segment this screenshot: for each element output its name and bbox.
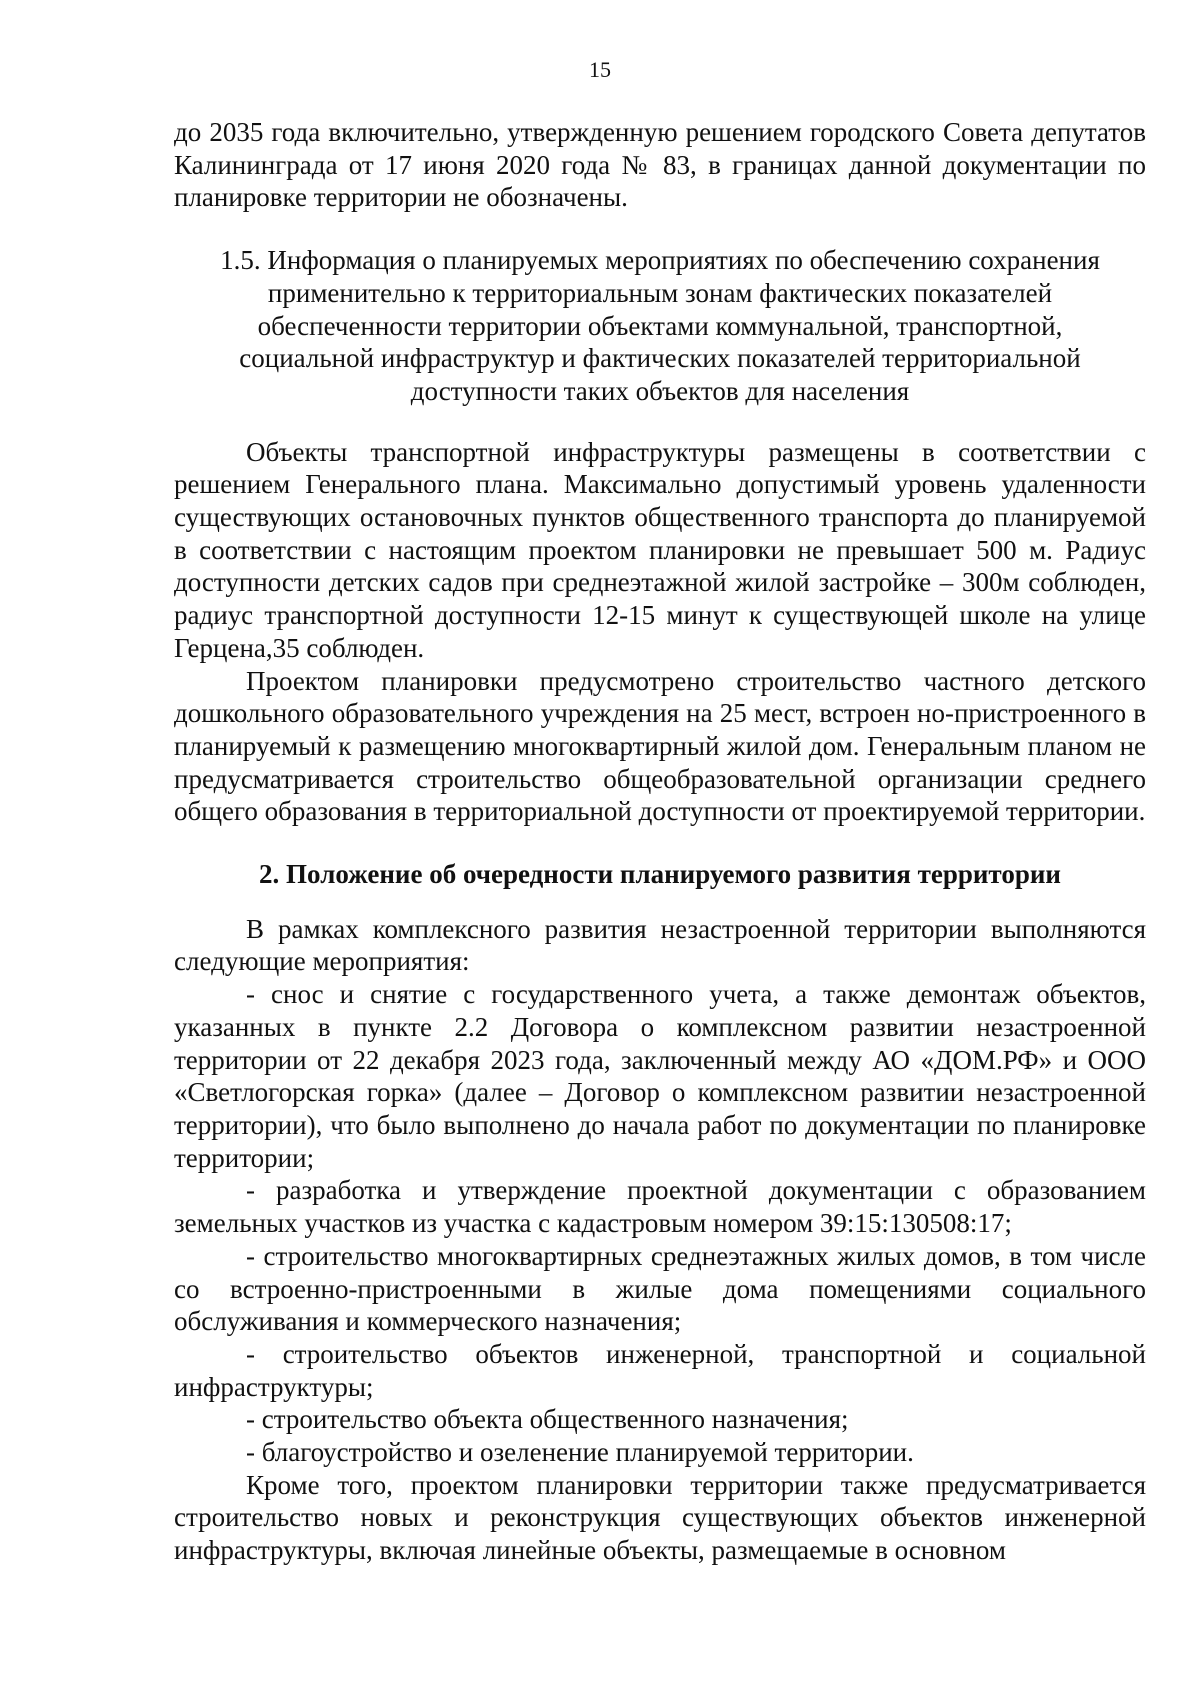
list-item: - разработка и утверждение проектной документации с образованием земельных участков из участка с кадастровым номером 39:15:130508:17;: [174, 1175, 1146, 1239]
paragraph-infrastructure: Кроме того, проектом планировки территории также предусматривается строительство новых и реконструкция существующих объектов инженерной инфраструктуры, включая линейные объекты, размещаемые в основном: [174, 1469, 1146, 1566]
section-heading-2: 2. Положение об очередности планируемого развития территории: [259, 859, 1061, 890]
list-item: - строительство многоквартирных среднеэтажных жилых домов, в том числе со встроенно-пристроенными в жилые дома помещениями социального обслуживания и коммерческого назначения;: [174, 1240, 1146, 1337]
paragraph-development-intro: В рамках комплексного развития незастроенной территории выполняются следующие мероприятия:: [174, 913, 1146, 977]
page-content: [174, 116, 1146, 1567]
section-heading-1-5: 1.5. Информация о планируемых мероприятиях по обеспечению сохранения применительно к территориальным зонам фактических показателей обеспеченности территории объектами коммунальной, транспортной, социальной инфраструктур и фактических показателей территориальной доступности таких объектов для населения: [220, 245, 1100, 406]
page-number: 15: [589, 57, 611, 82]
paragraph-kindergarten: Проектом планировки предусмотрено строительство частного детского дошкольного образовательного учреждения на 25 мест, встроен но-пристроенного в планируемый к размещению многоквартирный жилой дом. Генеральным планом не предусматривается строительство общеобразовательной организации среднего общего образования в территориальной доступности от проектируемой территории.: [174, 665, 1146, 827]
paragraph-transport: Объекты транспортной инфраструктуры размещены в соответствии с решением Генерального плана. Максимально допустимый уровень удаленности существующих остановочных пунктов общественного транспорта до планируемой в соответствии с настоящим проектом планировки не превышает 500 м. Радиус доступности детских садов при среднеэтажной жилой застройке – 300м соблюден, радиус транспортной доступности 12-15 минут к существующей школе на улице Герцена,35 соблюден.: [174, 436, 1146, 663]
list-item: - строительство объектов инженерной, транспортной и социальной инфраструктуры;: [174, 1338, 1146, 1402]
list-item: - благоустройство и озеленение планируемой территории.: [246, 1437, 914, 1468]
list-item: - снос и снятие с государственного учета, а также демонтаж объектов, указанных в пункте 2.2 Договора о комплексном развитии незастроенной территории от 22 декабря 2023 года, заключенный между АО «ДОМ.РФ» и ООО «Светлогорская горка» (далее – Договор о комплексном развитии незастроенной территории), что было выполнено до начала работ по документации по планировке территории;: [174, 979, 1146, 1173]
list-item: - строительство объекта общественного назначения;: [246, 1404, 849, 1435]
intro-paragraph: до 2035 года включительно, утвержденную решением городского Совета депутатов Калининграда от 17 июня 2020 года № 83, в границах данной документации по планировке территории не обозначены.: [174, 117, 1146, 213]
